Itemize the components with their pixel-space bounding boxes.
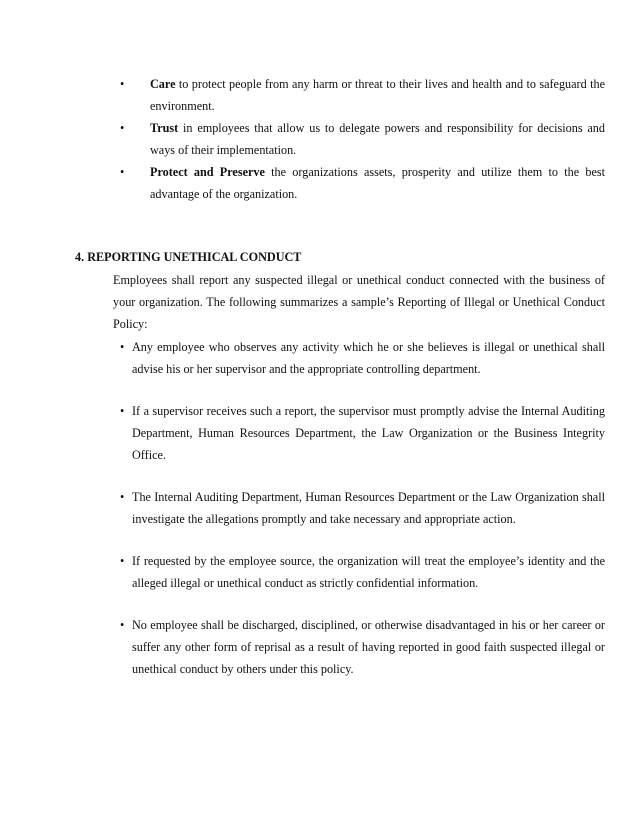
list-item (120, 400, 605, 466)
bullet-icon: • (120, 165, 125, 179)
list-item (120, 486, 605, 530)
list-item (120, 614, 605, 680)
list-item-text: No employee shall be discharged, disciplined, or otherwise disadvantaged in his or her career or suffer any other form of reprisal as a result of having reported in good faith suspected illegal or unethical conduct by others under this policy. (132, 618, 605, 676)
list-item-text: in employees that allow us to delegate powers and responsibility for decisions and ways of their implementation. (150, 121, 605, 157)
section-heading: 4. REPORTING UNETHICAL CONDUCT (75, 250, 302, 264)
bullet-icon: • (120, 77, 125, 91)
list-item-text: the organizations assets, prosperity and utilize them to the best advantage of the organization. (150, 165, 606, 201)
list-item (120, 73, 605, 117)
values-bullet-list (120, 73, 605, 205)
bullet-icon: • (120, 404, 125, 418)
bullet-icon: • (120, 490, 125, 504)
list-item (120, 550, 605, 594)
list-item-text: to protect people from any harm or threat to their lives and health and to safeguard the environment. (150, 77, 605, 113)
list-item (120, 161, 605, 205)
list-item-term: Trust (150, 121, 179, 135)
list-item-text: The Internal Auditing Department, Human Resources Department or the Law Organization shall investigate the allegations promptly and take necessary and appropriate action. (132, 490, 605, 526)
list-item-text: If requested by the employee source, the organization will treat the employee’s identity and the alleged illegal or unethical conduct as strictly confidential information. (132, 554, 605, 590)
list-item (120, 336, 605, 380)
list-item-text: Any employee who observes any activity which he or she believes is illegal or unethical shall advise his or her supervisor and the appropriate controlling department. (132, 340, 605, 376)
section-intro-paragraph: Employees shall report any suspected illegal or unethical conduct connected with the business of your organization. The following summarizes a sample’s Reporting of Illegal or Unethical Conduct Policy: (113, 273, 605, 331)
bullet-icon: • (120, 554, 125, 568)
list-item (120, 117, 605, 161)
bullet-icon: • (120, 121, 125, 135)
list-item-term: Care (150, 77, 176, 91)
bullet-icon: • (120, 340, 125, 354)
list-item-text: If a supervisor receives such a report, the supervisor must promptly advise the Internal Auditing Department, Human Resources Department, the Law Organization or the Business Integrity Office. (132, 404, 605, 462)
list-item-term: Protect and Preserve (150, 165, 265, 179)
policy-bullet-list (120, 336, 605, 680)
bullet-icon: • (120, 618, 125, 632)
